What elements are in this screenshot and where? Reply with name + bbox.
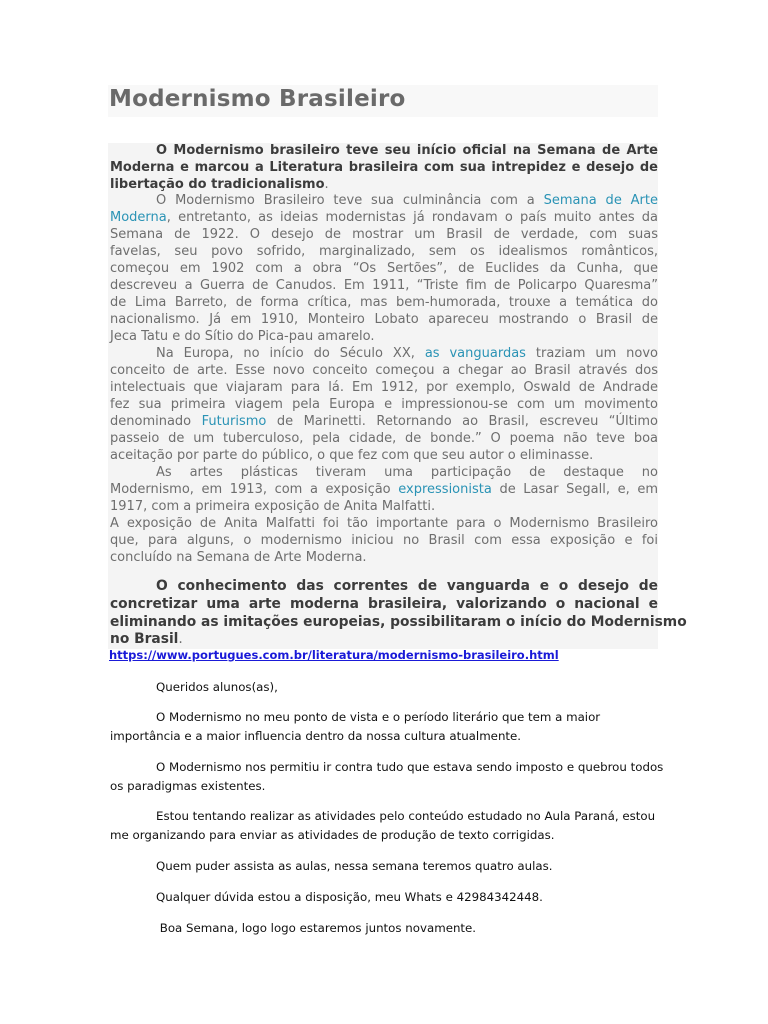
letter-p4-text: Quem puder assista as aulas, nessa semana teremos quatro aulas.	[156, 859, 553, 873]
letter-p1-line-2: importância e a maior influencia dentro da nossa cultura atualmente.	[110, 729, 522, 743]
para1-line-4: favelas, seu povo sofrido, marginalizado, sem os idealismos românticos,	[110, 244, 658, 259]
letter-greeting-text: Queridos alunos(as),	[156, 680, 278, 694]
closing-line-4	[110, 631, 658, 648]
para4-line-2: que, para alguns, o modernismo iniciou no Brasil com essa exposição e foi	[110, 533, 658, 548]
expressionista-link[interactable]: expressionista	[398, 482, 492, 497]
para2-line-4: fez sua primeira viagem pela Europa e impressionou-se com um movimento	[110, 397, 658, 412]
para2-line-1	[110, 345, 658, 362]
para1-line-2	[110, 209, 658, 226]
letter-p5-text: Qualquer dúvida estou a disposição, meu Whats e 42984342448.	[156, 890, 543, 904]
letter-p1-text-1: O Modernismo no meu ponto de vista e o período literário que tem a maior	[156, 710, 601, 724]
para1-line-3: Semana de 1922. O desejo de mostrar um Brasil de verdade, com suas	[110, 227, 658, 242]
para1-line-1	[110, 192, 658, 209]
closing-period: .	[178, 631, 183, 647]
futurismo-link[interactable]: Futurismo	[201, 414, 267, 429]
moderna-link[interactable]: Moderna	[110, 210, 167, 225]
para2-text-b: traziam um novo	[535, 346, 659, 361]
para4-line-3: concluído na Semana de Arte Moderna.	[110, 550, 367, 565]
para2-line-2: conceito de arte. Esse novo conceito começou a chegar ao Brasil através dos	[110, 363, 658, 378]
intro-line-3	[110, 176, 658, 193]
para2-text-c: denominado	[110, 414, 192, 429]
para1-line-8: nacionalismo. Já em 1910, Monteiro Lobato apareceu mostrando o Brasil de	[110, 312, 658, 327]
intro-line-3-text: libertação do tradicionalismo	[110, 177, 325, 192]
letter-p1-line-1	[110, 708, 600, 727]
semana-de-arte-link[interactable]: Semana de Arte	[543, 193, 658, 208]
intro-line-2: Moderna e marcou a Literatura brasileira com sua intrepidez e desejo de	[110, 160, 658, 175]
para1-line-5: começou em 1902 com a obra “Os Sertões”, de Euclides da Cunha, que	[110, 261, 658, 276]
para2-line-3: intelectuais que viajaram para lá. Em 1912, por exemplo, Oswald de Andrade	[110, 380, 658, 395]
as-vanguardas-link[interactable]: as vanguardas	[424, 346, 526, 361]
source-url-link[interactable]: https://www.portugues.com.br/literatura/modernismo-brasileiro.html	[109, 648, 559, 662]
letter-p5	[110, 888, 543, 907]
closing-line-3: eliminando as imitações europeias, possibilitaram o início do Modernismo	[110, 614, 687, 630]
letter-p6-text: Boa Semana, logo logo estaremos juntos novamente.	[156, 921, 477, 935]
para2-text-a: Na Europa, no início do Século XX,	[156, 346, 415, 361]
intro-line-1: O Modernismo brasileiro teve seu início oficial na Semana de Arte	[156, 143, 658, 158]
intro-period: .	[324, 177, 329, 192]
letter-p6	[110, 919, 476, 938]
letter-p3-text-1: Estou tentando realizar as atividades pelo conteúdo estudado no Aula Paraná, estou	[156, 809, 656, 823]
para3-line-3: 1917, com a primeira exposição de Anita Malfatti.	[110, 499, 436, 514]
para1-line-9: Jeca Tatu e do Sítio do Pica-pau amarelo.	[110, 329, 375, 344]
para1-text-a: O Modernismo Brasileiro teve sua culminância com a	[156, 193, 535, 208]
closing-line-1: O conhecimento das correntes de vanguarda e o desejo de	[156, 578, 658, 594]
letter-p2-line-2: os paradigmas existentes.	[110, 779, 266, 793]
para3-text-a: Modernismo, em 1913, com a exposição	[110, 482, 391, 497]
para2-line-5	[110, 413, 658, 430]
para4-line-1: A exposição de Anita Malfatti foi tão importante para o Modernismo Brasileiro	[110, 516, 658, 531]
para1-line-7: de Lima Barreto, de forma crítica, mas bem-humorada, trouxe a temática do	[110, 295, 658, 310]
letter-p2-text-1: O Modernismo nos permitiu ir contra tudo que estava sendo imposto e quebrou todos	[156, 760, 664, 774]
para2-line-7: aceitação por parte do público, o que fez com que seu autor o eliminasse.	[110, 448, 594, 463]
closing-line-4-text: no Brasil	[110, 631, 179, 647]
para2-line-6: passeio de um tuberculoso, pela cidade, de bonde.” O poema não teve boa	[110, 431, 658, 446]
para3-text-b: de Lasar Segall, e, em	[499, 482, 658, 497]
para1-line-6: descreveu a Guerra de Canudos. Em 1911, “Triste fim de Policarpo Quaresma”	[110, 278, 658, 293]
letter-p2-line-1	[110, 758, 663, 777]
letter-greeting	[110, 678, 278, 697]
para1-text-b: , entretanto, as ideias modernistas já rondavam o país muito antes da	[166, 210, 658, 225]
para2-text-d: de Marinetti. Retornando ao Brasil, escreveu “Último	[276, 414, 658, 429]
letter-p3-line-2: me organizando para enviar as atividades de produção de texto corrigidas.	[110, 828, 555, 842]
para3-line-1: As artes plásticas tiveram uma participação de destaque no	[156, 465, 658, 480]
para3-line-2	[110, 481, 658, 498]
letter-p3-line-1	[110, 807, 655, 826]
page-title: Modernismo Brasileiro	[109, 86, 406, 112]
letter-p4	[110, 857, 553, 876]
closing-line-2: concretizar uma arte moderna brasileira, valorizando o nacional e	[110, 596, 658, 612]
